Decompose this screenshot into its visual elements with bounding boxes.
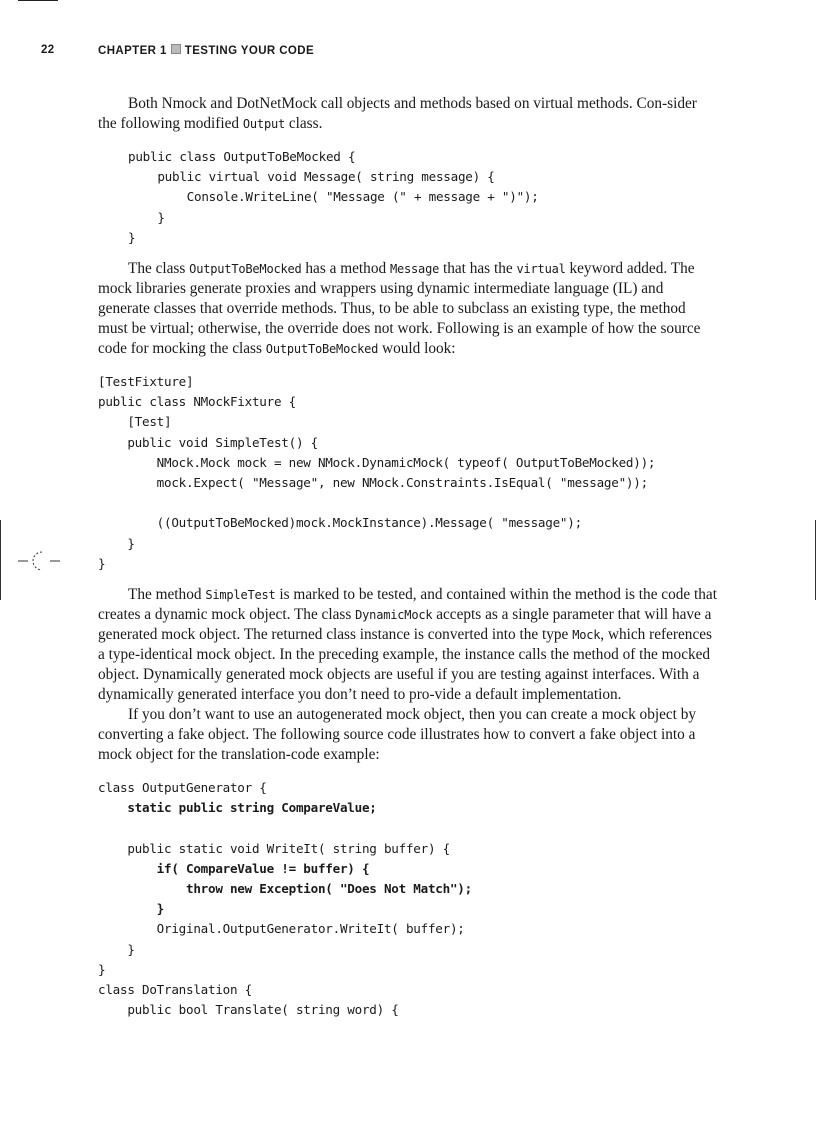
inline-code: DynamicMock: [355, 608, 433, 623]
chapter-heading: [98, 44, 314, 57]
code-line: }: [128, 209, 165, 225]
code-line: }: [98, 941, 135, 957]
code-line: }: [98, 961, 106, 977]
text: Both Nmock and DotNetMock call objects and methods based on virtual methods. Con-sider the following modified: [98, 95, 697, 132]
code-line-bold: if( CompareValue != buffer) {: [98, 860, 370, 876]
text: The class: [128, 260, 190, 278]
code-line: mock.Expect( "Message", new NMock.Constraints.IsEqual( "message"));: [98, 475, 648, 491]
text: accepts as a single parameter that will have a generated mock object. The returned class instance is converted into the type: [98, 606, 712, 644]
code-line: [Test]: [98, 414, 172, 430]
code-line: }: [98, 535, 135, 551]
code-line: }: [98, 555, 106, 571]
text: , which references a type-identical mock object. In the preceding example, the instance calls the method of the mocked object. Dynamically generated mock objects are useful if you are testing against interfaces. With a dynamically generated interface you don’t need to pro-vide a default implementation.: [98, 626, 712, 704]
text: has a method: [301, 260, 390, 278]
code-listing-output-to-be-mocked: [98, 147, 718, 248]
text: would look:: [378, 340, 456, 358]
page-number: 22: [41, 44, 55, 56]
paragraph-4: If you don’t want to use an autogenerated mock object, then you can create a mock object by converting a fake object. The following source code illustrates how to convert a fake object into a mock object for the translation-code example:: [98, 706, 697, 764]
registration-mark-icon: [18, 548, 60, 574]
code-line: public class OutputToBeMocked {: [128, 149, 356, 164]
code-listing-output-generator: [98, 778, 718, 1020]
inline-code: OutputToBeMocked: [265, 342, 379, 357]
code-line: Console.WriteLine( "Message (" + message + ")");: [128, 189, 539, 205]
paragraph-2: [98, 259, 718, 359]
top-crop-line: [18, 0, 58, 1]
inline-code: SimpleTest: [205, 588, 276, 603]
code-line: public bool Translate( string word) {: [98, 1002, 399, 1018]
page-body: [98, 94, 718, 1020]
text: class.: [285, 115, 323, 132]
separator-square-icon: [171, 44, 181, 54]
inline-code: Message: [389, 262, 440, 277]
inline-code: Mock: [572, 628, 601, 643]
code-line: public virtual void Message( string message) {: [128, 169, 495, 185]
code-line: ((OutputToBeMocked)mock.MockInstance).Message( "message");: [98, 515, 582, 531]
code-line: }: [128, 229, 136, 245]
inline-code: OutputToBeMocked: [189, 262, 302, 277]
inline-code: virtual: [516, 262, 566, 277]
code-line: [TestFixture]: [98, 374, 194, 390]
text: that has the: [439, 260, 517, 278]
code-line: Original.OutputGenerator.WriteIt( buffer);: [98, 921, 465, 937]
code-line: class DoTranslation {: [98, 982, 252, 998]
code-listing-nmock-fixture: [98, 372, 718, 574]
code-line: public void SimpleTest() {: [98, 434, 318, 450]
code-line: NMock.Mock mock = new NMock.DynamicMock( typeof( OutputToBeMocked));: [98, 454, 656, 470]
paragraph-1: [98, 94, 718, 134]
running-header: [0, 44, 816, 58]
text: is marked to be tested, and contained within the method is the code that creates a dynamic mock object. The class: [98, 586, 717, 624]
code-line-bold: static public string CompareValue;: [98, 800, 377, 816]
code-line: public class NMockFixture {: [98, 394, 296, 410]
code-line: public static void WriteIt( string buffer) {: [98, 840, 450, 856]
paragraph-3: [98, 585, 718, 705]
code-line-bold: throw new Exception( "Does Not Match");: [98, 881, 472, 897]
text: The method: [128, 586, 206, 604]
section-title: TESTING YOUR CODE: [184, 45, 315, 57]
inline-code: Output: [242, 117, 286, 131]
code-line: class OutputGenerator {: [98, 780, 267, 796]
text: keyword added. The mock libraries generate proxies and wrappers using dynamic intermediate language (IL) and generate classes that override methods. Thus, to be able to subclass an existing type, the method must be virtual; otherwise, the override does not work. Following is an example of how the source code for mocking the class: [98, 260, 701, 358]
left-margin-mark: [0, 520, 1, 600]
chapter-label: CHAPTER 1: [98, 45, 167, 57]
code-line-bold: }: [98, 901, 164, 917]
